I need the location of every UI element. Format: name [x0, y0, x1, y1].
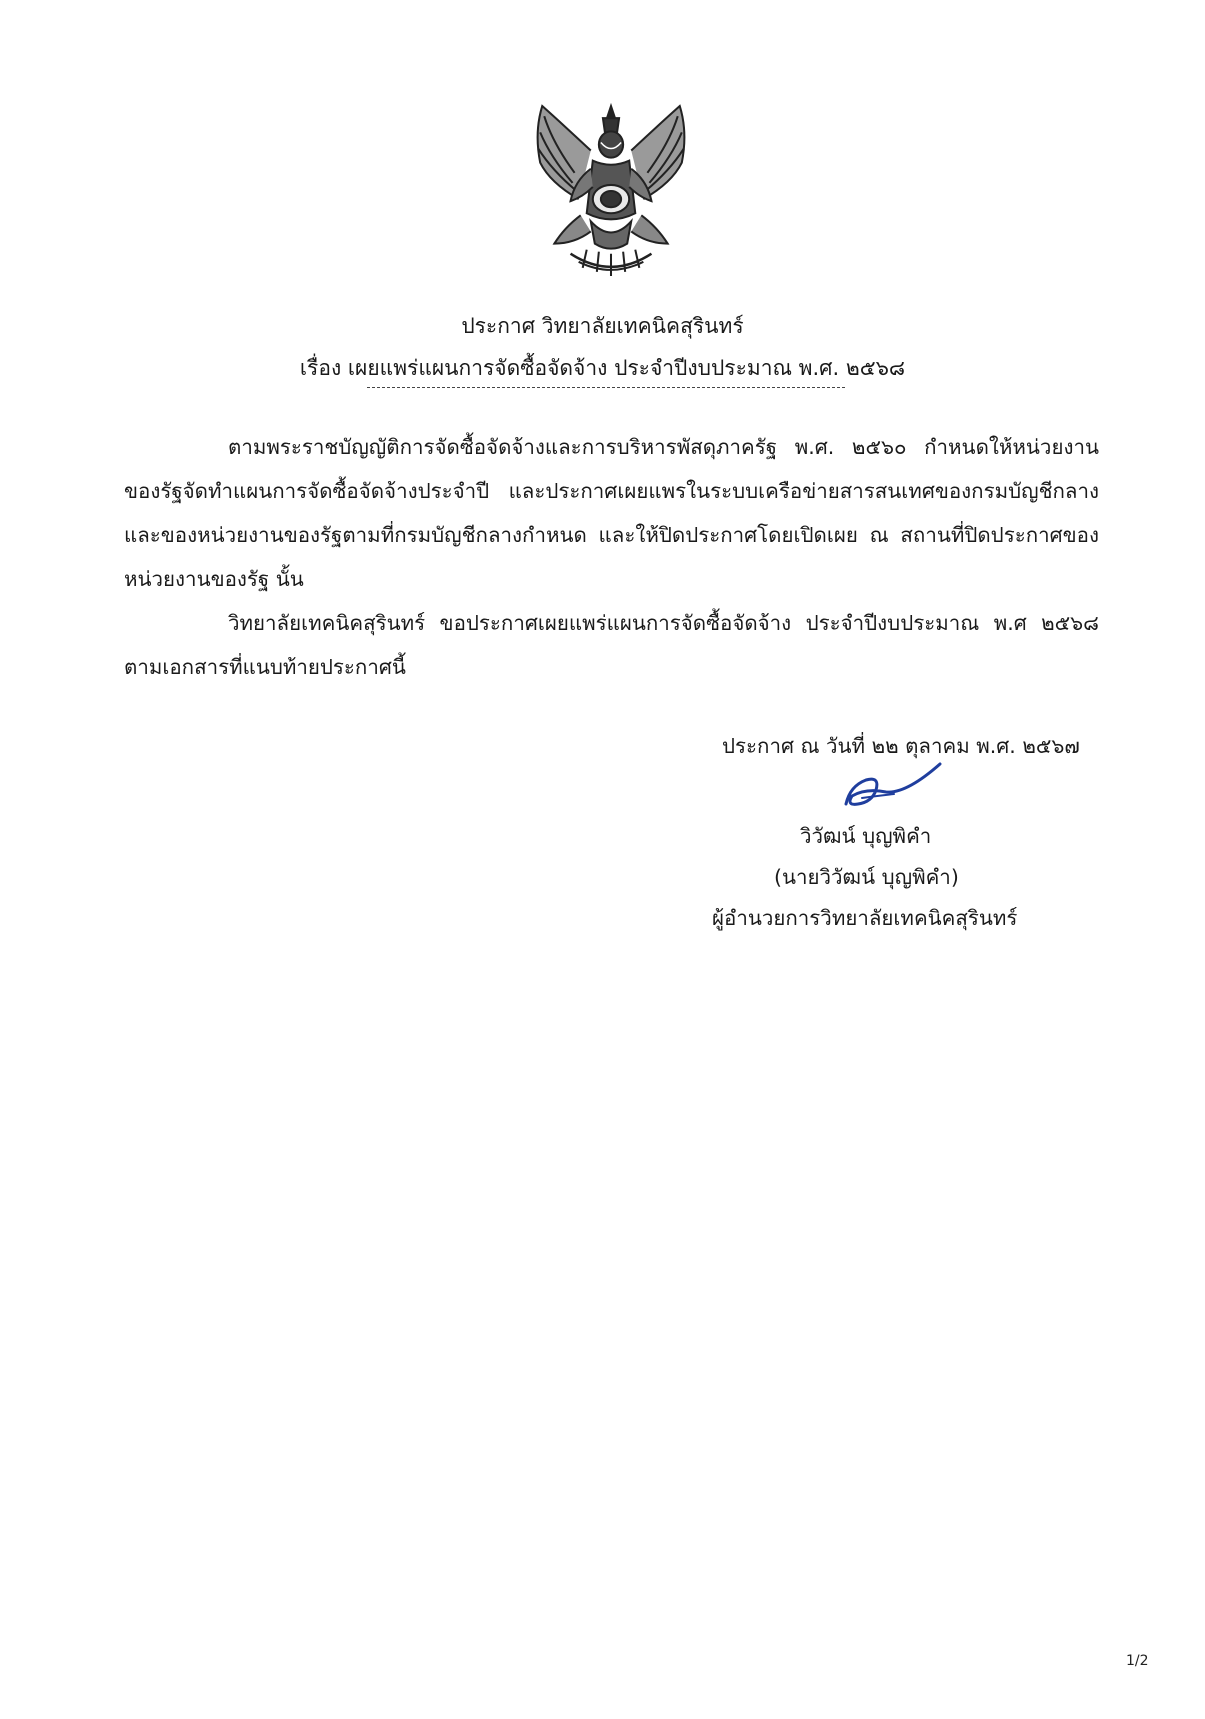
body-paragraph-1: ตามพระราชบัญญัติการจัดซื้อจัดจ้างและการบริหารพัสดุภาครัฐ พ.ศ. ๒๕๖๐ กำหนดให้หน่วยงานของรัฐจัดทำแผนการจัดซื้อจัดจ้างประจำปี และประกาศเผยแพรในระบบเครือข่ายสารสนเทศของกรมบัญชีกลางและของหน่วยงานของรัฐตามที่กรมบัญชีกลางกำหนด และให้ปิดประกาศโดยเปิดเผย ณ สถานที่ปิดประกาศของหน่วยงานของรัฐ นั้น: [124, 435, 1099, 591]
body-paragraph-2: วิทยาลัยเทคนิคสุรินทร์ ขอประกาศเผยแพร่แผนการจัดซื้อจัดจ้าง ประจำปีงบประมาณ พ.ศ ๒๕๖๘ ตามเอกสารที่แนบท้ายประกาศนี้: [124, 611, 1099, 679]
announcement-date: ประกาศ ณ วันที่ ๒๒ ตุลาคม พ.ศ. ๒๕๖๗: [722, 734, 1080, 758]
announcement-title: ประกาศ วิทยาลัยเทคนิคสุรินทร์: [461, 314, 744, 338]
announcement-subject: เรื่อง เผยแพร่แผนการจัดซื้อจัดจ้าง ประจำปีงบประมาณ พ.ศ. ๒๕๖๘: [299, 356, 906, 380]
signer-position: ผู้อำนวยการวิทยาลัยเทคนิคสุรินทร์: [712, 906, 1018, 930]
page-number: 1/2: [1126, 1653, 1149, 1669]
garuda-emblem-icon: [530, 102, 692, 280]
signer-name: วิวัฒน์ บุญพิคำ: [800, 824, 932, 848]
handwritten-signature-icon: [836, 758, 946, 814]
signer-full-name: (นายวิวัฒน์ บุญพิคำ): [774, 865, 959, 889]
title-divider: [367, 387, 845, 388]
